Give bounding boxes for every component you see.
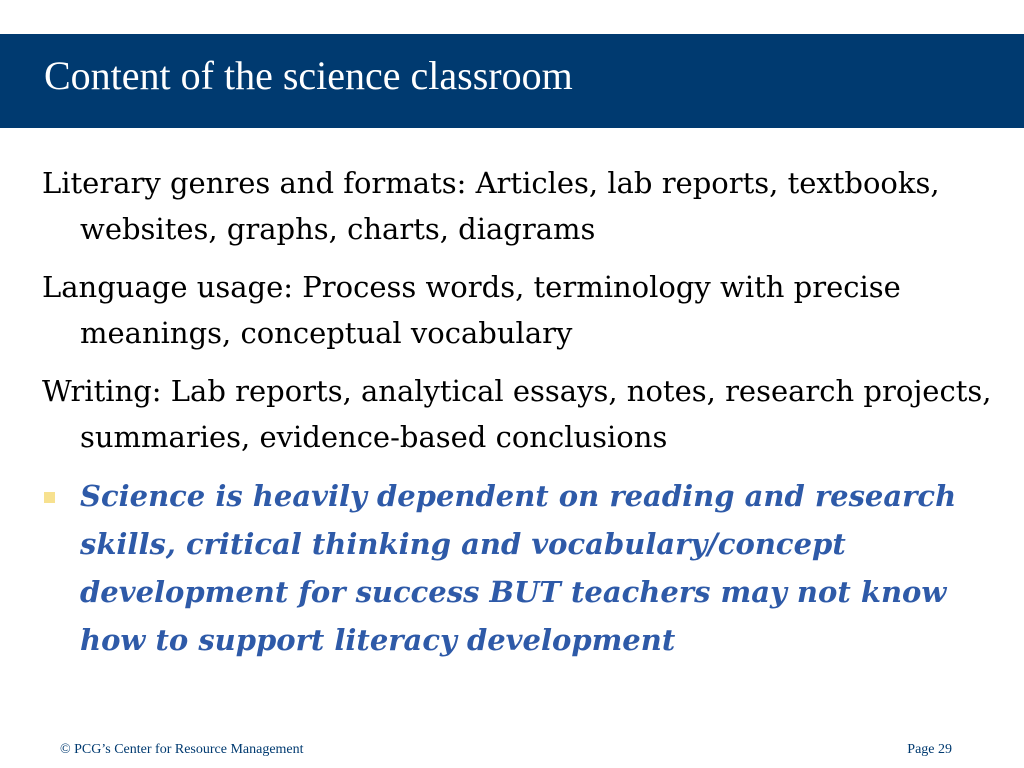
footer-page-number: Page 29 [907,742,952,757]
list-item-language-usage: Language usage: Process words, terminology with precise meanings, conceptual vocabulary [42,270,901,350]
title-bar [0,34,1024,128]
slide-title: Content of the science classroom [44,53,573,98]
square-bullet-icon [44,492,55,503]
emphasis-text: Science is heavily dependent on reading and research skills, critical thinking and vocabulary/concept development for success BUT teachers may not know how to support literacy development [80,479,957,657]
list-item-literary-genres: Literary genres and formats: Articles, lab reports, textbooks, websites, graphs, charts, diagrams [42,166,940,246]
list-item-writing: Writing: Lab reports, analytical essays, notes, research projects, summaries, evidence-based conclusions [42,374,992,454]
emphasis-statement [42,472,1002,664]
footer-copyright: © PCG’s Center for Resource Management [60,742,304,757]
slide-content [42,160,1002,664]
